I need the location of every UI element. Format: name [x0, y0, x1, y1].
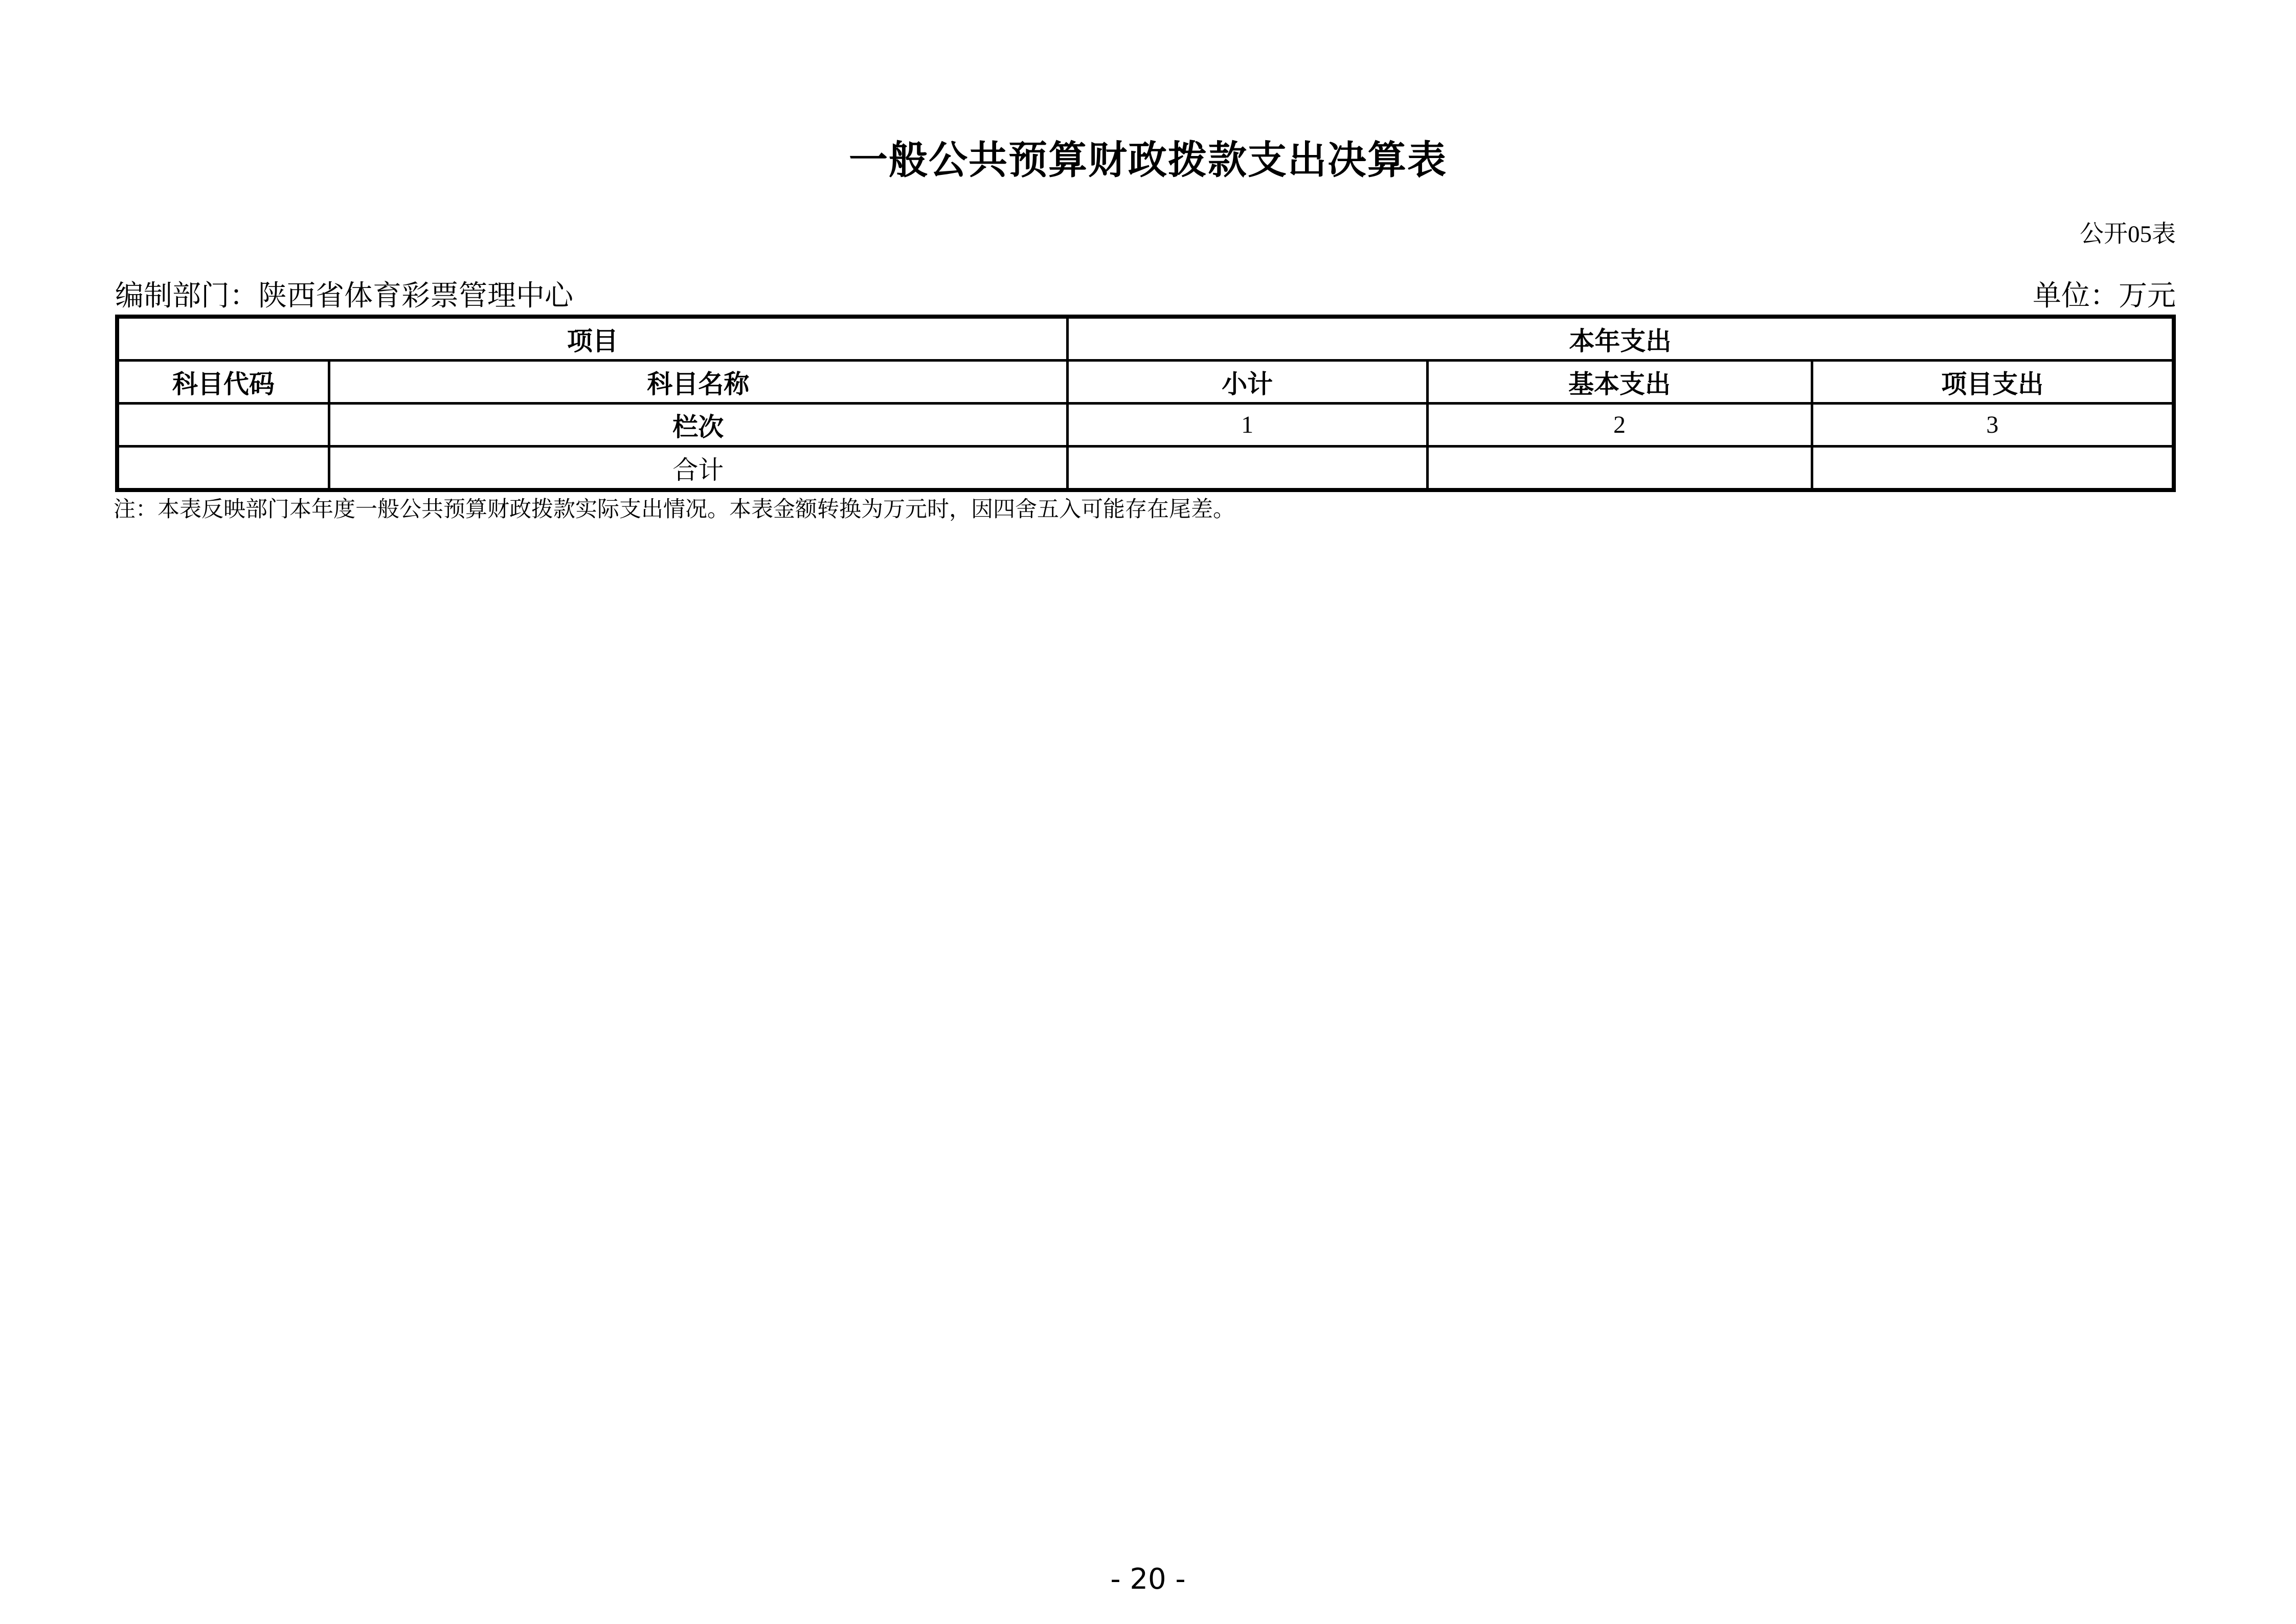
cell-column-index-2: 2: [1427, 404, 1812, 447]
footnote: 注：本表反映部门本年度一般公共预算财政拨款实际支出情况。本表金额转换为万元时，因四舍五入可能存在尾差。: [114, 498, 1235, 522]
cell-total-label: 合计: [329, 447, 1067, 491]
column-header-subject-code: 科目代码: [117, 361, 329, 404]
cell-column-index-1: 1: [1067, 404, 1427, 447]
cell-total-basic: [1427, 447, 1812, 491]
cell-column-index-3: 3: [1812, 404, 2174, 447]
cell-code-empty: [117, 404, 329, 447]
form-code-label: 公开05表: [2080, 221, 2176, 248]
group-header-current-year-expenditure: 本年支出: [1067, 317, 2174, 361]
prepared-by-label: 编制部门：陕西省体育彩票管理中心: [115, 280, 573, 312]
budget-table: [115, 315, 2176, 492]
cell-column-index-label: 栏次: [329, 404, 1067, 447]
column-header-subject-name: 科目名称: [329, 361, 1067, 404]
table-row-group-header: [117, 317, 2174, 361]
column-header-basic-expenditure: 基本支出: [1427, 361, 1812, 404]
table-row-column-index: [117, 404, 2174, 447]
unit-label: 单位：万元: [2033, 280, 2176, 312]
column-header-project-expenditure: 项目支出: [1812, 361, 2174, 404]
cell-total-subtotal: [1067, 447, 1427, 491]
column-header-subtotal: 小计: [1067, 361, 1427, 404]
page-number: - 20 -: [1110, 1563, 1186, 1596]
group-header-project: 项目: [117, 317, 1067, 361]
table-row-total: [117, 447, 2174, 491]
cell-total-code: [117, 447, 329, 491]
table-row-column-headers: [117, 361, 2174, 404]
cell-total-project: [1812, 447, 2174, 491]
page-title: 一般公共预算财政拨款支出决算表: [849, 139, 1447, 182]
